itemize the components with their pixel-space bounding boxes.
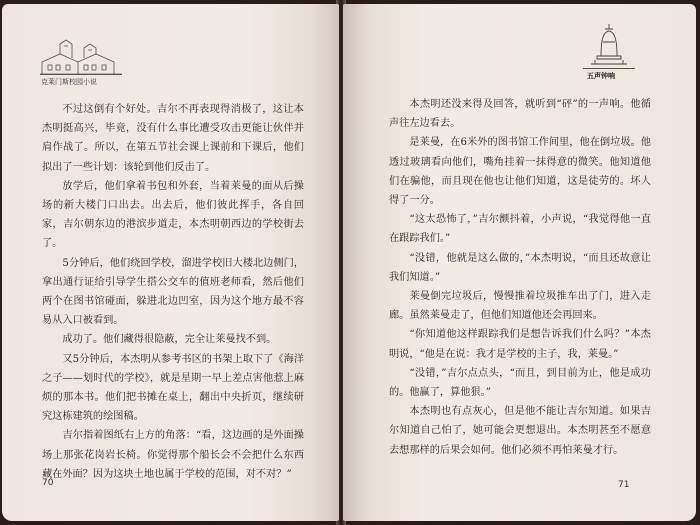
header-rule	[583, 68, 635, 69]
paragraph: “没错，”吉尔点点头，“而且，到目前为止，他是成功的。他赢了，算他狠。”	[389, 367, 651, 399]
paragraph: 莱曼倒完垃圾后，慢慢推着垃圾推车出了门，进入走廊。虽然莱曼走了，但他们知道他还会再回来。	[389, 291, 651, 322]
paragraph: 5分钟后，他们绕回学校，溜进学校旧大楼北边侧门，拿出通行证给引导学生搭公交车的值班老师看，然后他们两个在图书馆碰面，躲进北边凹室，因为这个地方最不容易从入口被看到。	[42, 257, 304, 327]
paragraph: “这太恐怖了，”吉尔颤抖着，小声说，“我觉得他一直在跟踪我们。”	[389, 214, 651, 245]
body-text	[42, 100, 304, 484]
paragraph: 是莱曼，在6米外的图书馆工作间里，他在倒垃圾。他透过玻璃看向他们，嘴角挂着一抹得意的微笑。他知道他们在骗他，而且现在他也让他们知道，这是徒劳的。坏人得了一分。	[389, 137, 651, 207]
paragraph: “你知道他这样跟踪我们是想告诉我们什么吗？”本杰明说，“他是在说：我才是学校的主子，我，莱曼。”	[389, 329, 651, 360]
running-head-title: 五声钟响	[587, 72, 615, 80]
school-building-icon	[40, 34, 122, 76]
paragraph: 不过这倒有个好处。吉尔不再表现得消极了，这让本杰明挺高兴，毕竟，没有什么事比遭受攻击更能让伙伴并肩作战了。所以，在第五节社会课上课前和下课后，他们拟出了一些计划：该轮到他们反击了。	[42, 104, 304, 173]
right-page	[343, 4, 696, 521]
page-number: 71	[618, 480, 630, 490]
paragraph: 本杰明也有点灰心，但是他不能让吉尔知道。如果吉尔知道自己怕了，她可能会更想退出。本杰明甚至不愿意去想那样的后果会如何。他们必须不再怕莱曼才行。	[389, 406, 651, 456]
page-number: 70	[42, 478, 54, 488]
running-header-left	[40, 34, 120, 90]
paragraph: 成功了。他们藏得很隐蔽，完全让莱曼找不到。	[62, 334, 277, 346]
running-header-right	[583, 20, 635, 84]
paragraph: 又5分钟后，本杰明从参考书区的书架上取下了《海洋之子——划时代的学校》，就是星期一早上差点害他惹上麻烦的那本书。他们把书摊在桌上，翻出中央折页，继续研究这栋建筑的绘图稿。	[42, 353, 304, 423]
paragraph: “没错，他就是这么做的，”本杰明说，“而且还故意让我们知道。”	[389, 252, 651, 283]
paragraph: 吉尔指着图纸右上方的角落：“看，这边画的是外面操场上那张花岗岩长椅。你觉得那个船长会不会把什么东西藏在外面？因为这块土地也属于学校的范围，对不对？”	[42, 430, 304, 480]
paragraph: 放学后，他们拿着书包和外套，当着莱曼的面从后操场的新大楼门口出去。出去后，他们彼此挥手，各自回家，吉尔朝东边的港滨步道走，本杰明朝西边的学校街去了。	[42, 180, 304, 250]
header-rule	[40, 74, 122, 75]
paragraph: 本杰明还没来得及回答，就听到“砰”的一声响。他循声往左边看去。	[389, 99, 651, 130]
bell-icon	[583, 20, 635, 66]
body-text	[389, 95, 651, 460]
left-page	[2, 4, 339, 521]
running-head-title: 克莱门斯校园小说	[41, 78, 97, 86]
